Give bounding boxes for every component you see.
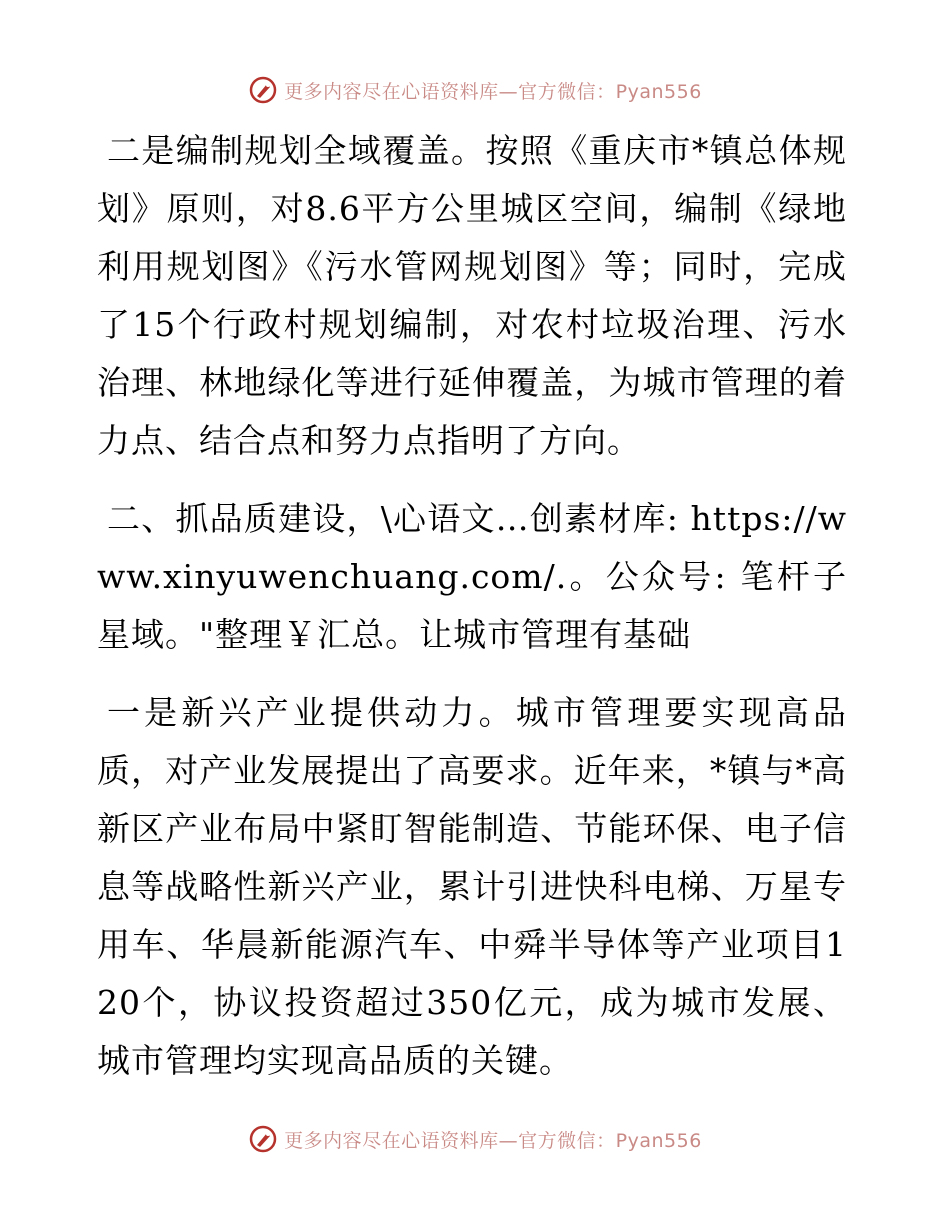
- watermark-banner-top: [0, 70, 950, 110]
- watermark-separator: —: [498, 80, 519, 103]
- watermark-contact: 官方微信：Pyan556: [518, 1129, 702, 1152]
- paragraph-text: 二、抓品质建设，\心语文…创素材库: https://www.xinyuwenchuang.com/.。公众号: 笔杆子星域。"整理￥汇总。让城市管理有基础: [97, 499, 847, 654]
- watermark-separator: —: [498, 1129, 519, 1152]
- paragraph-text: 二是编制规划全域覆盖。按照《重庆市*镇总体规划》原则，对8.6平方公里城区空间，编制《绿地利用规划图》《污水管网规划图》等；同时，完成了15个行政村规划编制，对农村垃圾治理、污水治理、林地绿化等进行延伸覆盖，为城市管理的着力点、结合点和努力点指明了方向。: [97, 131, 847, 460]
- paragraph-section-heading: [97, 490, 847, 664]
- watermark-text: [284, 77, 702, 104]
- document-body: [97, 122, 847, 1090]
- pen-nib-logo-icon: [248, 1124, 278, 1154]
- pen-nib-logo-icon: [248, 75, 278, 105]
- watermark-title: 更多内容尽在心语资料库: [284, 80, 499, 103]
- paragraph-emerging-industry: [97, 684, 847, 1090]
- watermark-contact: 官方微信：Pyan556: [518, 80, 702, 103]
- watermark-text: [284, 1126, 702, 1153]
- paragraph-text: 一是新兴产业提供动力。城市管理要实现高品质，对产业发展提出了高要求。近年来，*镇与*高新区产业布局中紧盯智能制造、节能环保、电子信息等战略性新兴产业，累计引进快科电梯、万星专用车、华晨新能源汽车、中舜半导体等产业项目120个，协议投资超过350亿元，成为城市发展、城市管理均实现高品质的关键。: [97, 693, 847, 1080]
- paragraph-planning-coverage: [97, 122, 847, 470]
- watermark-title: 更多内容尽在心语资料库: [284, 1129, 499, 1152]
- watermark-banner-bottom: [0, 1119, 950, 1159]
